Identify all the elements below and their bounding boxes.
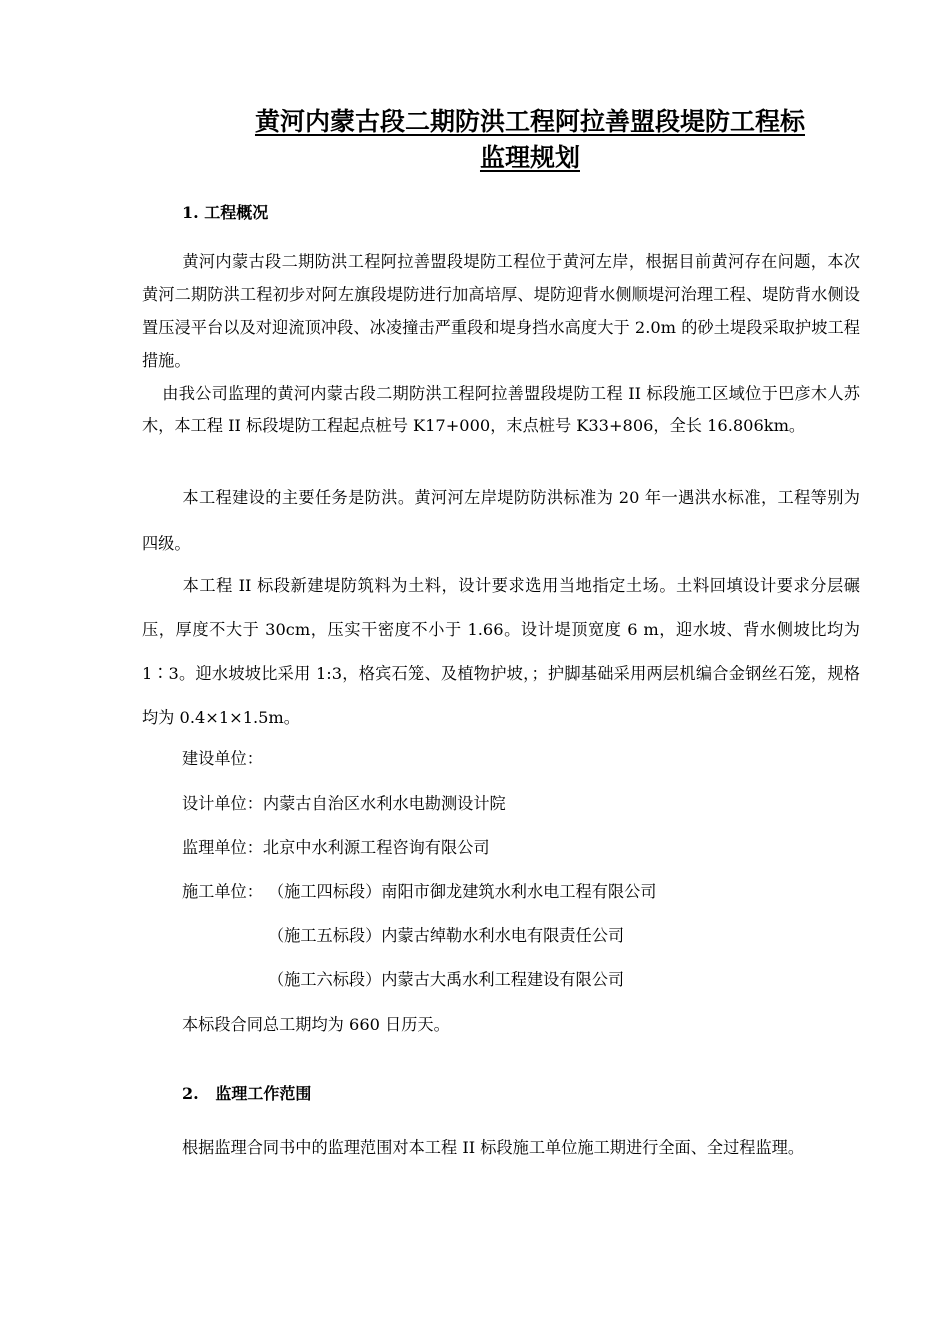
paragraph-text: 由我公司监理的黄河内蒙古段二期防洪工程阿拉善盟段堤防工程 II 标段施工区域位于巴彦木人苏木，本工程 II 标段堤防工程起点桩号 K17+000，末点桩号 K33+806，全长 16.806km。 xyxy=(142,384,860,435)
contractor-line-2: （施工五标段）内蒙古绰勒水利水电有限责任公司 xyxy=(268,926,625,945)
supervisor-line: 监理单位：北京中水利源工程咨询有限公司 xyxy=(182,838,490,857)
paragraph-overview-1 xyxy=(142,245,860,377)
paragraph-text: 本工程 II 标段新建堤防筑料为土料，设计要求选用当地指定土场。土料回填设计要求分层碾压，厚度不大于 30cm，压实干密度不小于 1.66。设计堤顶宽度 6 m，迎水坡、背水侧坡比均为 1∶3。迎水坡坡比采用 1:3，格宾石笼、及植物护坡，；护脚基础采用两层机编合金钢丝石笼，规格均为 0.4×1×1.5m。 xyxy=(142,576,860,727)
paragraph-text: 黄河内蒙古段二期防洪工程阿拉善盟段堤防工程位于黄河左岸，根据目前黄河存在问题，本次黄河二期防洪工程初步对阿左旗段堤防进行加高培厚、堤防迎背水侧顺堤河治理工程、堤防背水侧设置压浸平台以及对迎流顶冲段、冰凌撞击严重段和堤身挡水高度大于 2.0m 的砂土堤段采取护坡工程措施。 xyxy=(142,252,860,370)
paragraph-overview-3 xyxy=(142,475,860,567)
title-line-2: 监理规划 xyxy=(479,143,580,172)
duration-line: 本标段合同总工期均为 660 日历天。 xyxy=(182,1015,450,1034)
paragraph-text: 根据监理合同书中的监理范围对本工程 II 标段施工单位施工期进行全面、全过程监理。 xyxy=(182,1138,805,1157)
contractor-label: 施工单位： xyxy=(182,882,263,901)
paragraph-scope xyxy=(142,1124,860,1172)
paragraph-text: 本工程建设的主要任务是防洪。黄河河左岸堤防防洪标准为 20 年一遇洪水标准，工程等别为四级。 xyxy=(142,488,860,553)
owner-line: 建设单位： xyxy=(182,749,263,768)
section-heading-overview: 1. 工程概况 xyxy=(182,203,269,222)
document-title xyxy=(205,104,855,176)
paragraph-overview-4 xyxy=(142,564,860,740)
contractor-line-1: （施工四标段）南阳市御龙建筑水利水电工程有限公司 xyxy=(268,882,657,901)
contractor-line-3: （施工六标段）内蒙古大禹水利工程建设有限公司 xyxy=(268,970,625,989)
designer-line: 设计单位：内蒙古自治区水利水电勘测设计院 xyxy=(182,794,506,813)
paragraph-overview-2 xyxy=(142,378,860,442)
title-line-1: 黄河内蒙古段二期防洪工程阿拉善盟段堤防工程标 xyxy=(254,107,805,136)
section-heading-scope: 2. 监理工作范围 xyxy=(182,1084,312,1103)
